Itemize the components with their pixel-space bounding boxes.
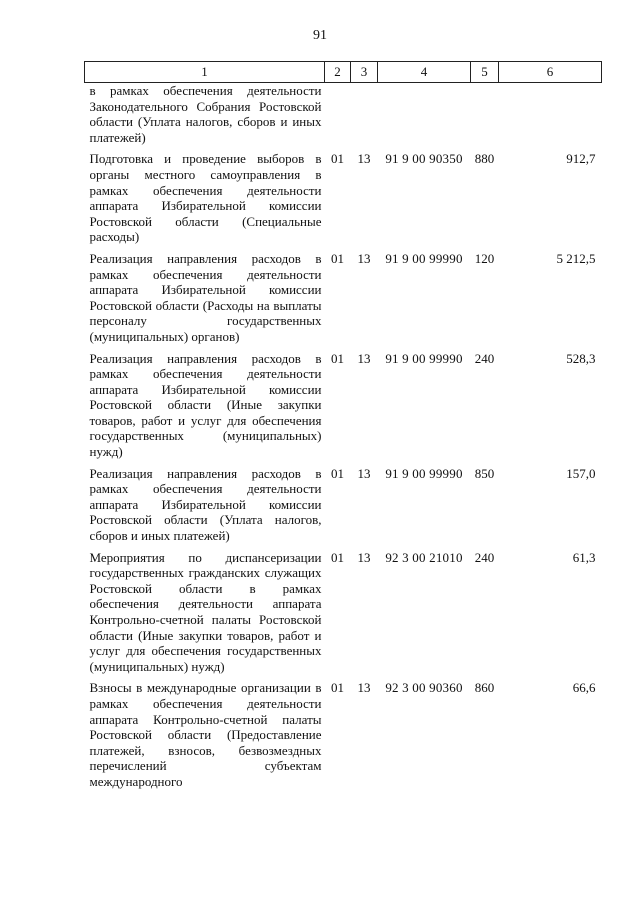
budget-table xyxy=(84,61,602,790)
row-target-article: 91 9 00 90350 xyxy=(385,151,463,167)
row-amount xyxy=(499,83,602,152)
page-number: 91 xyxy=(313,28,327,43)
row-description: в рамках обеспечения деятельности Законодательного Собрания Ростовской области (Уплата налогов, сборов и иных платежей) xyxy=(89,83,322,145)
row-expense-type: 860 xyxy=(474,680,495,696)
row-target-article: 92 3 00 90360 xyxy=(385,680,463,696)
row-target-article: 91 9 00 99990 xyxy=(385,465,463,481)
table-row xyxy=(85,251,602,351)
row-amount: 66,6 xyxy=(572,680,596,696)
row-subsection-code: 13 xyxy=(357,680,371,696)
row-expense-type: 850 xyxy=(474,465,495,481)
table-row xyxy=(85,550,602,681)
row-amount: 528,3 xyxy=(566,350,596,366)
row-section-code: 01 xyxy=(331,151,344,167)
row-expense-type: 240 xyxy=(474,350,495,366)
row-subsection-code: 13 xyxy=(357,151,371,167)
row-section-code: 01 xyxy=(331,465,344,481)
row-description: Мероприятия по диспансеризации государственных гражданских служащих Ростовской области в рамках обеспечения деятельности аппарата Контрольно-счетной палаты Ростовской области (Иные закупки товаров, работ и услуг для обеспечения государственных (муниципальных) нужд) xyxy=(89,549,322,674)
row-subsection-code: 13 xyxy=(357,250,371,266)
row-section-code: 01 xyxy=(331,250,344,266)
table-row xyxy=(85,83,602,152)
row-subsection-code: 13 xyxy=(357,465,371,481)
row-subsection-code: 13 xyxy=(357,549,371,565)
row-description: Реализация направления расходов в рамках обеспечения деятельности аппарата Избирательной комиссии Ростовской области (Расходы на выплаты персоналу государственных (муниципальных) органов) xyxy=(89,250,322,344)
row-target-article: 92 3 00 21010 xyxy=(385,549,463,565)
row-target-article: 91 9 00 99990 xyxy=(385,250,463,266)
row-expense-type: 120 xyxy=(474,250,495,266)
row-amount: 61,3 xyxy=(572,549,596,565)
row-subsection-code: 13 xyxy=(357,350,371,366)
header-col-2: 2 xyxy=(325,62,351,83)
header-col-1: 1 xyxy=(85,62,325,83)
row-target-article: 91 9 00 99990 xyxy=(385,350,463,366)
header-col-6: 6 xyxy=(499,62,602,83)
row-amount: 912,7 xyxy=(566,151,596,167)
header-col-4: 4 xyxy=(378,62,471,83)
table-row xyxy=(85,680,602,789)
row-description: Реализация направления расходов в рамках обеспечения деятельности аппарата Избирательной комиссии Ростовской области (Иные закупки товаров, работ и услуг для обеспечения государственных (муниципальных) нужд) xyxy=(89,350,322,460)
row-amount: 5 212,5 xyxy=(556,250,596,266)
row-section-code: 01 xyxy=(331,680,344,696)
table-row xyxy=(85,351,602,466)
row-section-code xyxy=(325,83,351,152)
row-expense-type: 240 xyxy=(474,549,495,565)
row-description: Реализация направления расходов в рамках обеспечения деятельности аппарата Избирательной комиссии Ростовской области (Уплата налогов, сборов и иных платежей) xyxy=(89,465,322,544)
row-description: Подготовка и проведение выборов в органы местного самоуправления в рамках обеспечения деятельности аппарата Избирательной комиссии Ростовской области (Специальные расходы) xyxy=(89,151,322,245)
row-expense-type xyxy=(471,83,499,152)
header-row xyxy=(85,62,602,83)
row-subsection-code xyxy=(351,83,378,152)
row-description: Взносы в международные организации в рамках обеспечения деятельности аппарата Контрольно-счетной палаты Ростовской области (Предоставление платежей, взносов, безвозмездных перечислений субъектам международного xyxy=(89,680,322,789)
row-target-article xyxy=(378,83,471,152)
header-col-5: 5 xyxy=(471,62,499,83)
table-row xyxy=(85,151,602,251)
row-section-code: 01 xyxy=(331,549,344,565)
row-expense-type: 880 xyxy=(474,151,495,167)
row-amount: 157,0 xyxy=(566,465,596,481)
table-row xyxy=(85,466,602,550)
row-section-code: 01 xyxy=(331,350,344,366)
header-col-3: 3 xyxy=(351,62,378,83)
